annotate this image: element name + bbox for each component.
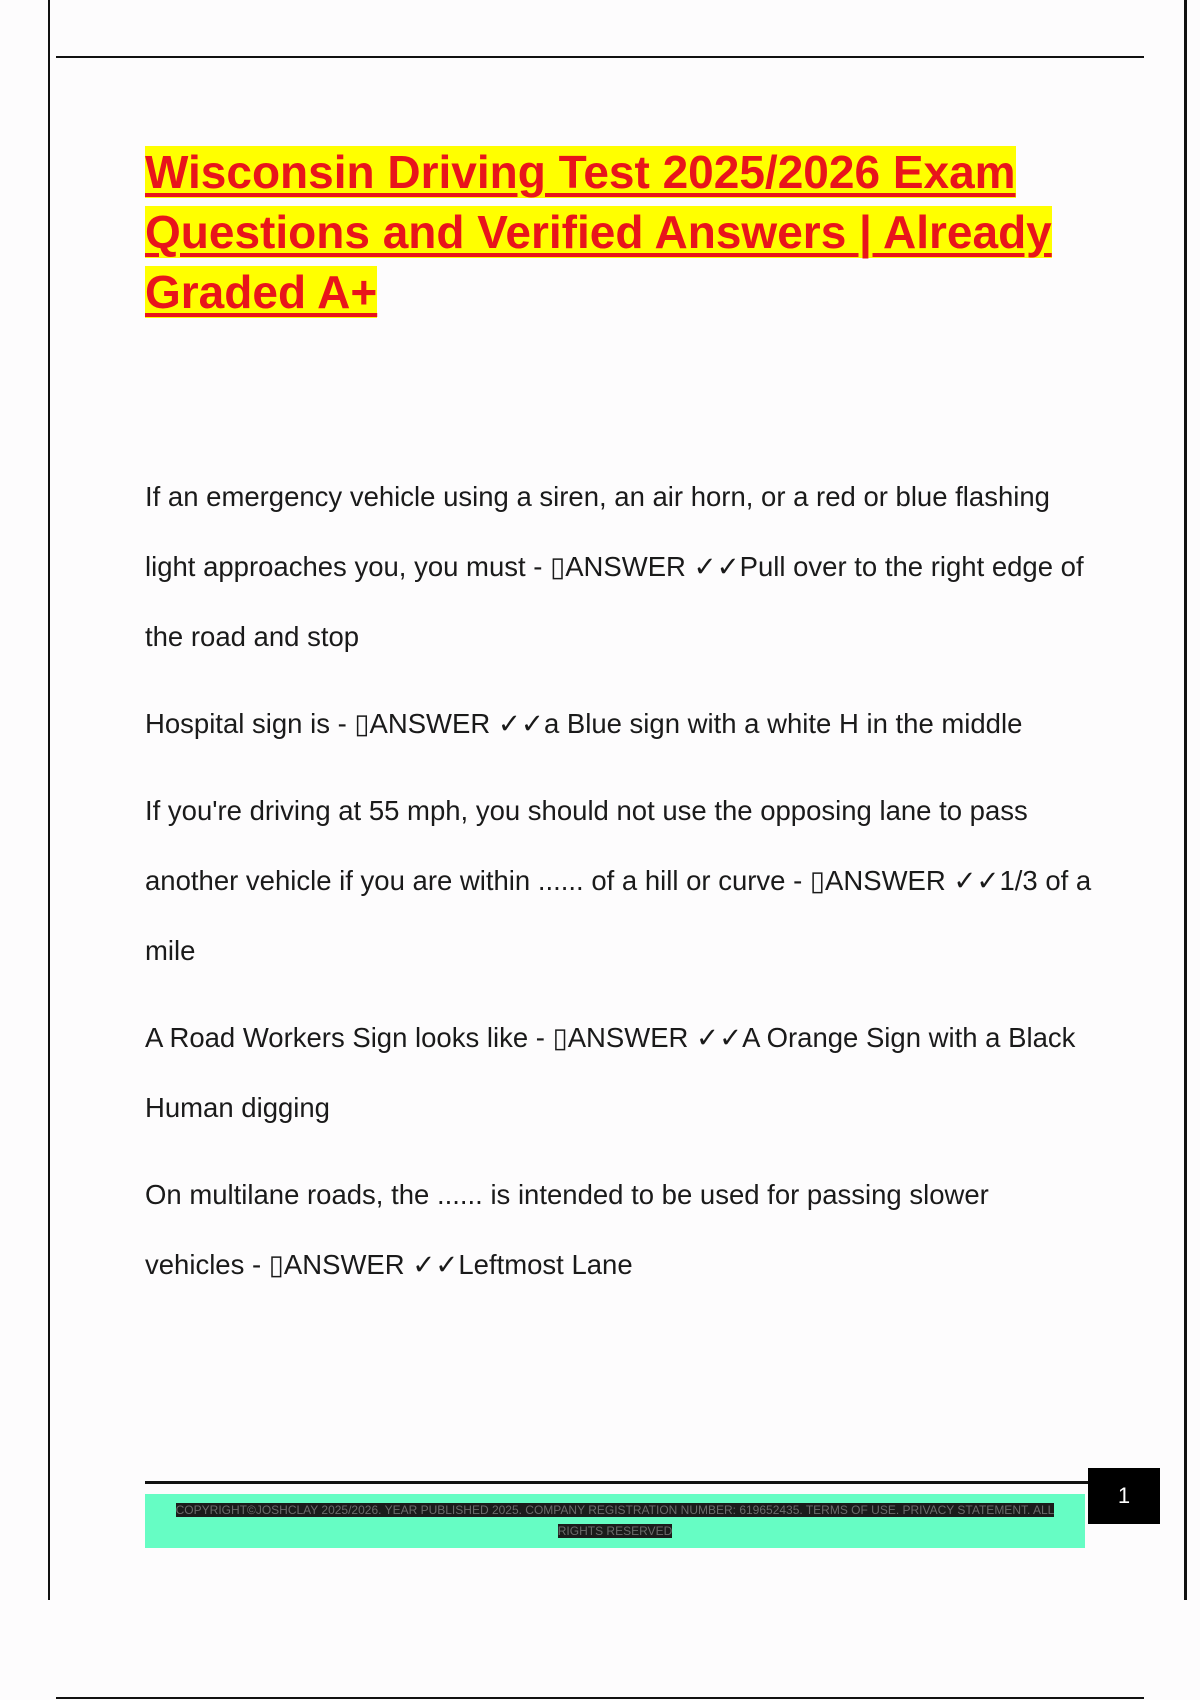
page-number: 1 [1088,1468,1160,1524]
footer-rule [145,1481,1090,1484]
qa-item: If you're driving at 55 mph, you should not use the opposing lane to pass another vehicle if you are within ...... of a hill or curve - ▯ANSWER ✓✓1/3 of a mile [145,795,1092,966]
copyright-footer-text: COPYRIGHT©JOSHCLAY 2025/2026. YEAR PUBLISHED 2025. COMPANY REGISTRATION NUMBER: 619652435. TERMS OF USE. PRIVACY STATEMENT. ALL RIGHTS RESERVED [175,1503,1055,1538]
qa-item: On multilane roads, the ...... is intended to be used for passing slower vehicles - ▯ANSWER ✓✓Leftmost Lane [145,1179,989,1280]
qa-list [145,462,1095,1317]
page-left-border [48,0,50,1600]
qa-item: Hospital sign is - ▯ANSWER ✓✓a Blue sign with a white H in the middle [145,708,1023,739]
header-rule [56,56,1144,58]
copyright-footer [175,1500,1055,1542]
document-title-text: Wisconsin Driving Test 2025/2026 Exam Questions and Verified Answers | Already Graded A+ [145,146,1052,318]
document-title [145,142,1105,322]
bottom-rule [56,1697,1144,1699]
page-right-border [1184,0,1187,1600]
qa-item: If an emergency vehicle using a siren, an air horn, or a red or blue flashing light approaches you, you must - ▯ANSWER ✓✓Pull over to the right edge of the road and stop [145,481,1084,652]
qa-item: A Road Workers Sign looks like - ▯ANSWER ✓✓A Orange Sign with a Black Human digging [145,1022,1076,1123]
